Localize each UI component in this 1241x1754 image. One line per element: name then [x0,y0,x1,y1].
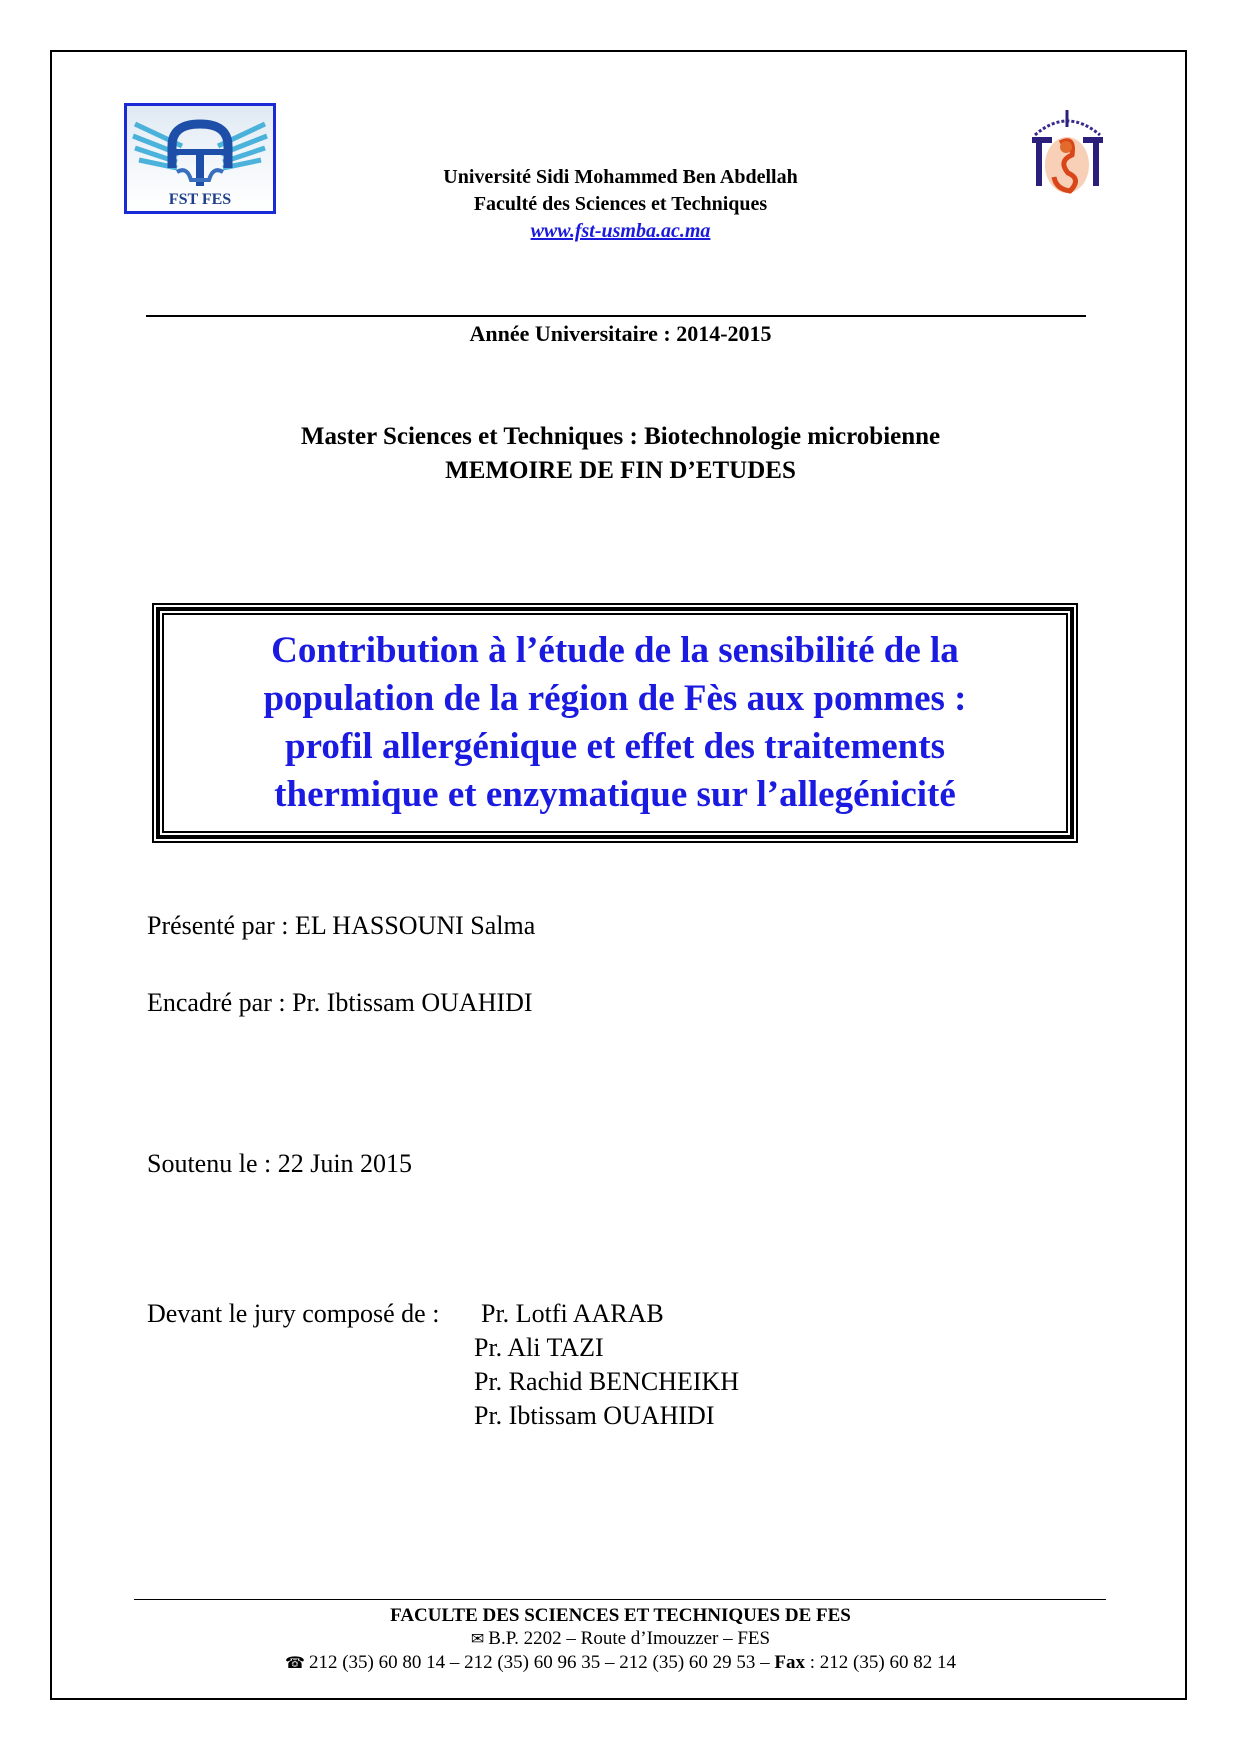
master-program: Master Sciences et Techniques : Biotechnologie microbienne [300,423,941,450]
footer-phones: ☎ 212 (35) 60 80 14 – 212 (35) 60 96 35 – 212 (35) 60 29 53 – Fax : 212 (35) 60 82 14 [285,1652,956,1673]
faculty-name: Faculté des Sciences et Techniques [473,193,768,215]
thesis-title-line: population de la région de Fès aux pommes : [263,678,967,719]
website-link[interactable]: www.fst-usmba.ac.ma [530,220,711,242]
academic-year: Année Universitaire : 2014-2015 [469,321,772,346]
thesis-title-line: thermique et enzymatique sur l’allegénicité [274,774,956,815]
mail-icon: ✉ [470,1631,485,1648]
footer-divider [134,1599,1106,1600]
svg-text:FST FES: FST FES [168,191,232,208]
jury-member: Pr. Ibtissam OUAHIDI [474,1401,715,1430]
thesis-title-line: profil allergénique et effet des traitements [285,726,945,767]
phone-icon: ☎ [285,1655,305,1672]
jury-member: Pr. Ali TAZI [474,1333,604,1362]
supervised-by: Encadré par : Pr. Ibtissam OUAHIDI [147,988,533,1017]
program-heading [0,420,1241,488]
jury-member: Pr. Rachid BENCHEIKH [474,1367,740,1396]
header-divider [146,315,1086,317]
jury-member: Pr. Lotfi AARAB [481,1299,664,1328]
document-type: MEMOIRE DE FIN D’ETUDES [445,457,796,484]
defense-date: Soutenu le : 22 Juin 2015 [147,1149,413,1178]
university-name: Université Sidi Mohammed Ben Abdellah [443,166,798,188]
page-frame [50,50,1187,1700]
thesis-title-line: Contribution à l’étude de la sensibilité de la [271,630,959,671]
jury-list [474,1297,739,1433]
footer-address: ✉ B.P. 2202 – Route d’Imouzzer – FES [470,1628,771,1649]
footer-institution: FACULTE DES SCIENCES ET TECHNIQUES DE FES [390,1605,851,1626]
presented-by: Présenté par : EL HASSOUNI Salma [147,911,536,940]
jury-label: Devant le jury composé de : [147,1299,440,1328]
footer [0,1604,1241,1675]
university-header [0,164,1241,245]
thesis-title-box [152,603,1078,843]
